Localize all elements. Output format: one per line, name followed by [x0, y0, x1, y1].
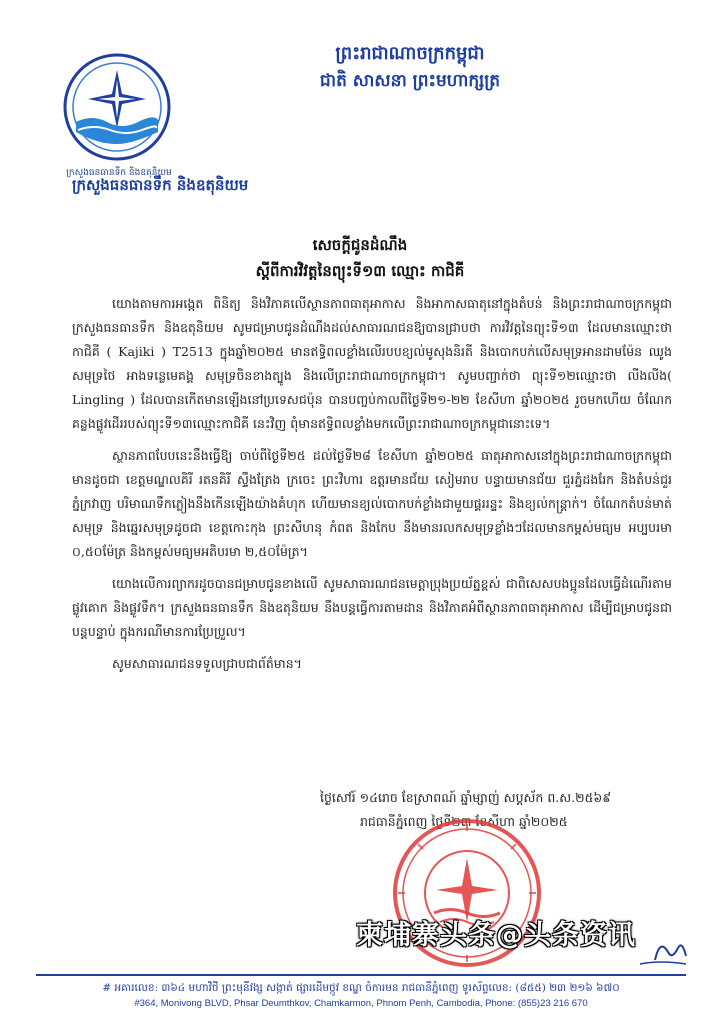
ministry-logo-icon [62, 52, 172, 162]
solar-date: រាជធានីភ្នំពេញ ថ្ងៃទី២៣ ខែសីហា ឆ្នាំ២០២៥ [360, 814, 568, 829]
paragraph-3: យោងលើការព្យាករដូចបានជម្រាបជូនខាងលើ សូមសាធារណជនមេត្តាប្រុងប្រយ័ត្នខ្ពស់ ជាពិសេសបងប្អូនដែលធ្វើដំណើរតាមផ្លូវគោក និងផ្លូវទឹក។ ក្រសួងធនធានទឹក និងឧតុនិយម នឹងបន្តធ្វើការតាមដាន និងវិភាគអំពីស្ថានភាពធាតុអាកាស ដើម្បីជម្រាបជូនជាបន្តបន្ទាប់ ក្នុងករណីមានការប្រែប្រួល។ [72, 576, 672, 639]
lunar-date: ថ្ងៃសៅរ៍ ១៤រោច ខែស្រាពណ៍ ឆ្នាំម្សាញ់ សប្តស័ក ព.ស.២៥៦៩ [320, 790, 612, 805]
ministry-name: ក្រសួងធនធានទឹក និងឧតុនិយម [72, 176, 249, 194]
footer-address-khmer: # អគារលេខ: ៣៦៤ មហាវិថី ព្រះមុនីវង្ស សង្កាត់ ផ្សារដើមថ្កូវ ខណ្ឌ ចំការមន រាជធានីភ្នំពេញ ទូរស័ព្ទលេខ: (៨៥៥) ២៣ ២១៦ ៦៧០ [102, 982, 620, 994]
title-line-1: សេចក្តីជូនដំណឹង [312, 236, 408, 254]
logo-caption: ក្រសួងធនធានទឹក និងឧតុនិយម [66, 168, 172, 178]
footer [36, 980, 686, 1011]
footer-address-english: #364, Monivong BLVD, Phsar Deumthkov, Chamkarmon, Phnom Penh, Cambodia, Phone: (855)23 216 670 [134, 998, 588, 1009]
paragraph-4: សូមសាធារណជនទទួលជ្រាបជាព័ត៌មាន។ [112, 656, 302, 671]
notice-body [72, 292, 672, 684]
kingdom-name: ព្រះរាជាណាចក្រកម្ពុជា [335, 43, 485, 64]
kingdom-header [250, 40, 570, 94]
footer-divider [36, 974, 686, 976]
title-line-2: ស្តីពីការវិវត្តនៃព្យុះទី១៣ ឈ្មោះ កាជិគី [255, 262, 465, 280]
paragraph-2: ស្ថានភាពបែបនេះនឹងធ្វើឱ្យ ចាប់ពីថ្ងៃទី២៥ ដល់ថ្ងៃទី២៨ ខែសីហា ឆ្នាំ២០២៥ ធាតុអាកាសនៅក្នុងព្រះរាជាណាចក្រកម្ពុជាមានដូចជា ខេត្តមណ្ឌលគិរី រតនគិរី ស្ទឹងត្រែង ក្រចេះ ព្រះវិហារ ឧត្តរមានជ័យ សៀមរាប បន្ទាយមានជ័យ ជួរភ្នំដងរែក និងតំបន់ជួរភ្នំក្រវាញ បរិមាណទឹកភ្លៀងនឹងកើនឡើងយ៉ាងគំហុក ហើយមានខ្យល់បោកបក់ខ្លាំងជាមួយផ្គររន្ទះ និងខ្យល់កន្ត្រាក់។ ចំណែកតំបន់មាត់សមុទ្រ និងឆ្នេរសមុទ្រដូចជា ខេត្តកោះកុង ព្រះសីហនុ កំពត និងកែប នឹងមានរលកសមុទ្រខ្លាំងៗដែលមានកម្ពស់មធ្យម អប្បបរមា ០,៥០ម៉ែត្រ និងកម្ពស់មធ្យមអតិបរមា ២,៥០ម៉ែត្រ។ [72, 448, 672, 559]
paragraph-1: យោងតាមការអង្កេត ពិនិត្យ និងវិភាគលើស្ថានភាពធាតុអាកាស និងអាកាសធាតុនៅក្នុងតំបន់ និងព្រះរាជាណាចក្រកម្ពុជា ក្រសួងធនធានទឹក និងឧតុនិយម សូមជម្រាបជូនដំណឹងដល់សាធារណជនឱ្យបានជ្រាបថា ការវិវត្តនៃព្យុះទី១៣ ដែលមានឈ្មោះថា កាជិគី ( Kajiki ) T2513 ក្នុងឆ្នាំ២០២៥ មានឥទ្ធិពលខ្លាំងលើរបបខ្យល់មូសុងនិរតី និងបោកបក់លើសមុទ្រអានដាមម៉ែន ឈូងសមុទ្រថៃ អាងទន្លេមេគង្គ សមុទ្រចិនខាងត្បូង និងលើព្រះរាជាណាចក្រកម្ពុជា។ សូមបញ្ជាក់ថា ព្យុះទី១២ឈ្មោះថា លីងលីង( Lingling ) ដែលបានកើតមានឡើងនៅប្រទេសជប៉ុន បានបញ្ចប់កាលពីថ្ងៃទី២១-២២ ខែសីហា ឆ្នាំ២០២៥ រួចមកហើយ ចំណែកគន្លងផ្លូវដើររបស់ព្យុះទី១៣ឈ្មោះកាជិគី នេះវិញ ពុំមានឥទ្ធិពលខ្លាំងមកលើព្រះរាជាណាចក្រកម្ពុជានោះទេ។ [72, 296, 672, 431]
watermark-text: 柬埔寨头条@头条资讯 [356, 920, 636, 951]
notice-title [140, 232, 580, 284]
national-motto: ជាតិ សាសនា ព្រះមហាក្សត្រ [319, 71, 501, 91]
